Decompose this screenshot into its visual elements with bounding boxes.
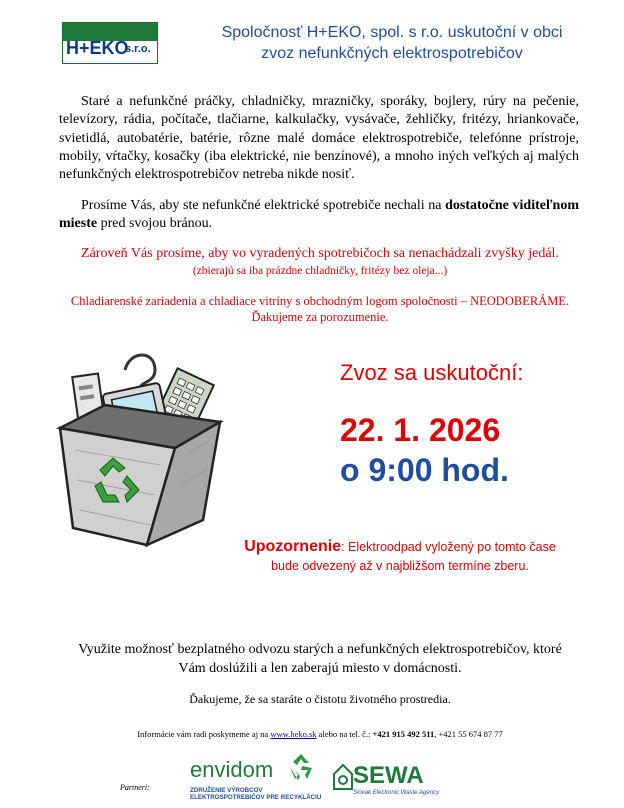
envidom-recycle-icon: [285, 751, 317, 783]
page-title: [172, 22, 612, 64]
commercial-notice-text: Chladiarenské zariadenia a chladiace vitríny s obchodným logom spoločnosti – NEODOBERÁME.: [70, 294, 570, 308]
items-paragraph: [59, 93, 579, 184]
info-mid: alebo na tel. č.:: [316, 729, 373, 739]
offer-line-2: Vám doslúžili a len zaberajú miesto v domácnosti.: [178, 661, 462, 676]
bin-icon: [60, 405, 220, 545]
phone-primary: +421 915 492 511: [372, 729, 435, 739]
items-text: Staré a nefunkčné práčky, chladničky, mrazničky, sporáky, bojlery, rúry na pečenie, televízory, rádia, počítače, tlačiarne, kalkulačky, vysávače, žehličky, fritézy, hriankovače, svietidlá, autobatérie, batérie, rôzne malé domáce elektrospotrebiče, telefónne prístroje, mobily, vŕtačky, kosačky (iba elektrické, nie benzínové), a mnoho iných veľkých aj malých nefunkčných elektrospotrebičov netreba nikde nosiť.: [59, 94, 579, 183]
food-notice: Zároveň Vás prosíme, aby vo vyradených spotrebičoch sa nenachádzali zvyšky jedál.: [81, 246, 559, 261]
warning-text-1: : Elektroodpad vyložený po tomto čase: [341, 540, 556, 554]
sewa-name: SEWA: [353, 762, 424, 789]
sewa-logo: [333, 762, 443, 802]
request-text-after: pred svojou bránou.: [97, 216, 213, 232]
sewa-subtitle: Slovak Electronic Waste Agency: [353, 790, 440, 796]
offer-paragraph: [40, 640, 600, 678]
food-notice-sub: (zbierajú sa iba prázdne chladničky, fritézy bez oleja...): [192, 265, 448, 277]
website-link[interactable]: www.heko.sk: [270, 729, 317, 739]
collection-date: 22. 1. 2026: [340, 412, 501, 448]
logo-text: H+EKO: [66, 38, 129, 58]
envidom-subtitle: [190, 787, 321, 801]
offer-line-1: Využite možnosť bezplatného odvozu starých a nefunkčných elektrospotrebičov, ktoré: [78, 642, 562, 657]
title-line-1: Spoločnosť H+EKO, spol. s r.o. uskutoční v obci: [221, 24, 563, 41]
collection-time: o 9:00 hod.: [340, 452, 509, 488]
envidom-logo: [190, 757, 325, 807]
collection-label: Zvoz sa uskutoční:: [340, 360, 524, 385]
heko-logo: [62, 22, 158, 64]
envidom-sub-line-2: ELEKTROSPOTREBIČOV PRE RECYKLÁCIU: [190, 794, 322, 801]
envidom-name: envidom: [190, 757, 274, 782]
sewa-house-icon: [333, 764, 353, 790]
title-line-2: zvoz nefunkčných elektrospotrebičov: [261, 45, 523, 62]
warning-notice: [210, 537, 590, 576]
envidom-sub-line-1: ZDRUŽENIE VÝROBCOV: [190, 787, 263, 794]
contact-info: [40, 729, 600, 739]
info-prefix: Informácie vám radi poskytneme aj na: [137, 729, 271, 739]
warning-text-2: bude odvezený až v najbližšom termíne zberu.: [271, 559, 529, 573]
commercial-notice: [40, 293, 600, 325]
request-paragraph: [59, 197, 579, 234]
request-text-bold: dostatočne viditeľnom mieste: [59, 198, 579, 232]
environment-thanks: Ďakujeme, že sa staráte o čistotu životného prostredia.: [189, 692, 451, 706]
recycling-bin-illustration: [55, 350, 230, 550]
partners-label: Partneri:: [120, 783, 150, 792]
warning-line-1: [210, 537, 590, 557]
phone-secondary: , +421 55 674 87 77: [434, 729, 503, 739]
warning-label: Upozornenie: [244, 538, 342, 555]
thanks-understanding: Ďakujeme za porozumenie.: [251, 310, 389, 324]
logo-suffix: s.r.o.: [125, 43, 151, 55]
request-text-before: Prosíme Vás, aby ste nefunkčné elektrické spotrebiče nechali na: [81, 198, 446, 213]
